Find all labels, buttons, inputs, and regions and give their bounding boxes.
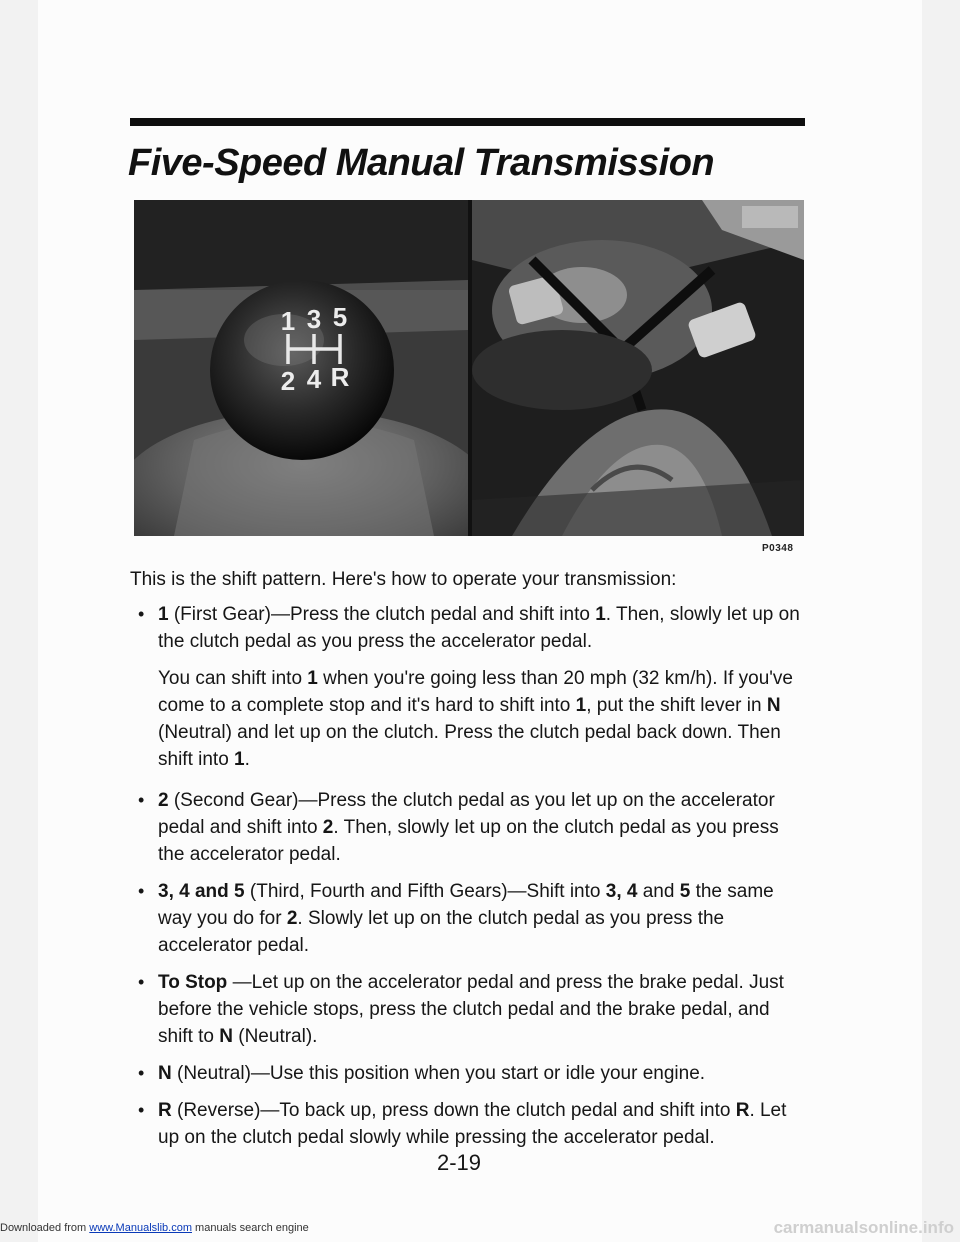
body-text bbox=[130, 566, 806, 1161]
gear-key: 1 bbox=[595, 604, 606, 625]
page-number: 2-19 bbox=[437, 1150, 482, 1175]
gear-key: 1 bbox=[307, 668, 318, 689]
gear-key: 2 bbox=[322, 817, 334, 838]
list-item-neutral bbox=[130, 1060, 806, 1087]
gear-key: 2 bbox=[286, 908, 298, 929]
intro-paragraph: This is the shift pattern. Here's how to operate your transmission: bbox=[130, 569, 677, 590]
item-text: —Let up on the accelerator pedal and press the brake pedal. Just before the vehicle stops, press the clutch pedal and the brake pedal, and shift to bbox=[158, 972, 784, 1047]
item-text: the same way you do for bbox=[158, 881, 774, 929]
gear-key: To Stop bbox=[158, 972, 228, 993]
item-text: (Second Gear)—Press the clutch pedal as you let up on the accelerator pedal and shift into bbox=[158, 790, 775, 838]
pedals-and-lever-photo bbox=[472, 200, 804, 536]
page-title: Five-Speed Manual Transmission bbox=[128, 142, 715, 184]
list-item-second-gear bbox=[130, 787, 806, 868]
item-text: . Then, slowly let up on the clutch pedal as you press the accelerator pedal. bbox=[158, 817, 779, 865]
item-text: . Let up on the clutch pedal slowly while pressing the accelerator pedal. bbox=[158, 1100, 787, 1148]
gear-key: R bbox=[158, 1100, 172, 1121]
item-text: (First Gear)—Press the clutch pedal and shift into bbox=[168, 604, 596, 625]
gear-label-1: 1 bbox=[280, 306, 296, 336]
note-text: . bbox=[244, 749, 250, 770]
item-text: . Slowly let up on the clutch pedal as you press the accelerator pedal. bbox=[158, 908, 725, 956]
item-text: (Third, Fourth and Fifth Gears)—Shift into bbox=[244, 881, 606, 902]
item-text: (Neutral)—Use this position when you start or idle your engine. bbox=[171, 1063, 706, 1084]
list-item-first-gear bbox=[130, 601, 806, 773]
gear-key: N bbox=[766, 695, 781, 716]
watermark: carmanualsonline.info bbox=[773, 1218, 954, 1237]
gear-key: 3, 4 and 5 bbox=[158, 881, 245, 902]
note-text: (Neutral) and let up on the clutch. Press the clutch pedal back down. Then shift into bbox=[158, 722, 781, 770]
gear-key: R bbox=[735, 1100, 750, 1121]
list-item-reverse bbox=[130, 1097, 806, 1151]
item-text: (Neutral). bbox=[232, 1026, 318, 1047]
gear-key: 1 bbox=[575, 695, 587, 716]
gear-key: 2 bbox=[158, 790, 169, 811]
figure-id: P0348 bbox=[762, 543, 794, 554]
banner-suffix: manuals search engine bbox=[191, 1222, 309, 1234]
gear-label-3: 3 bbox=[306, 304, 322, 334]
download-banner bbox=[0, 1222, 309, 1234]
item-text: (Reverse)—To back up, press down the clutch pedal and shift into bbox=[171, 1100, 736, 1121]
gear-key: 1 bbox=[158, 604, 169, 625]
gear-key: N bbox=[219, 1026, 233, 1047]
list-item-to-stop bbox=[130, 969, 806, 1050]
gear-key: N bbox=[158, 1063, 172, 1084]
header-rule bbox=[130, 118, 805, 126]
gear-label-5: 5 bbox=[332, 302, 348, 332]
note-text: when you're going less than 20 mph (32 km/h). If you've come to a complete stop and it's hard to shift into bbox=[158, 668, 793, 716]
figure-photos bbox=[134, 200, 804, 536]
gear-key: 1 bbox=[234, 749, 245, 770]
item-text: and bbox=[637, 881, 680, 902]
gear-key: 3, 4 bbox=[605, 881, 638, 902]
gear-key: 5 bbox=[679, 881, 691, 902]
banner-prefix: Downloaded from bbox=[0, 1222, 90, 1234]
shift-knob-photo bbox=[134, 200, 468, 536]
gear-label-4: 4 bbox=[306, 364, 322, 394]
gear-label-2: 2 bbox=[280, 366, 296, 396]
gear-label-r: R bbox=[330, 362, 350, 392]
note-text: You can shift into bbox=[158, 668, 308, 689]
list-item-third-fourth-fifth bbox=[130, 878, 806, 959]
manualslib-link[interactable]: www.Manualslib.com bbox=[89, 1222, 192, 1234]
note-text: , put the shift lever in bbox=[586, 695, 767, 716]
item-text: . Then, slowly let up on the clutch pedal as you press the accelerator pedal. bbox=[158, 604, 800, 652]
gear-list bbox=[130, 601, 806, 1151]
first-gear-note bbox=[158, 665, 806, 773]
